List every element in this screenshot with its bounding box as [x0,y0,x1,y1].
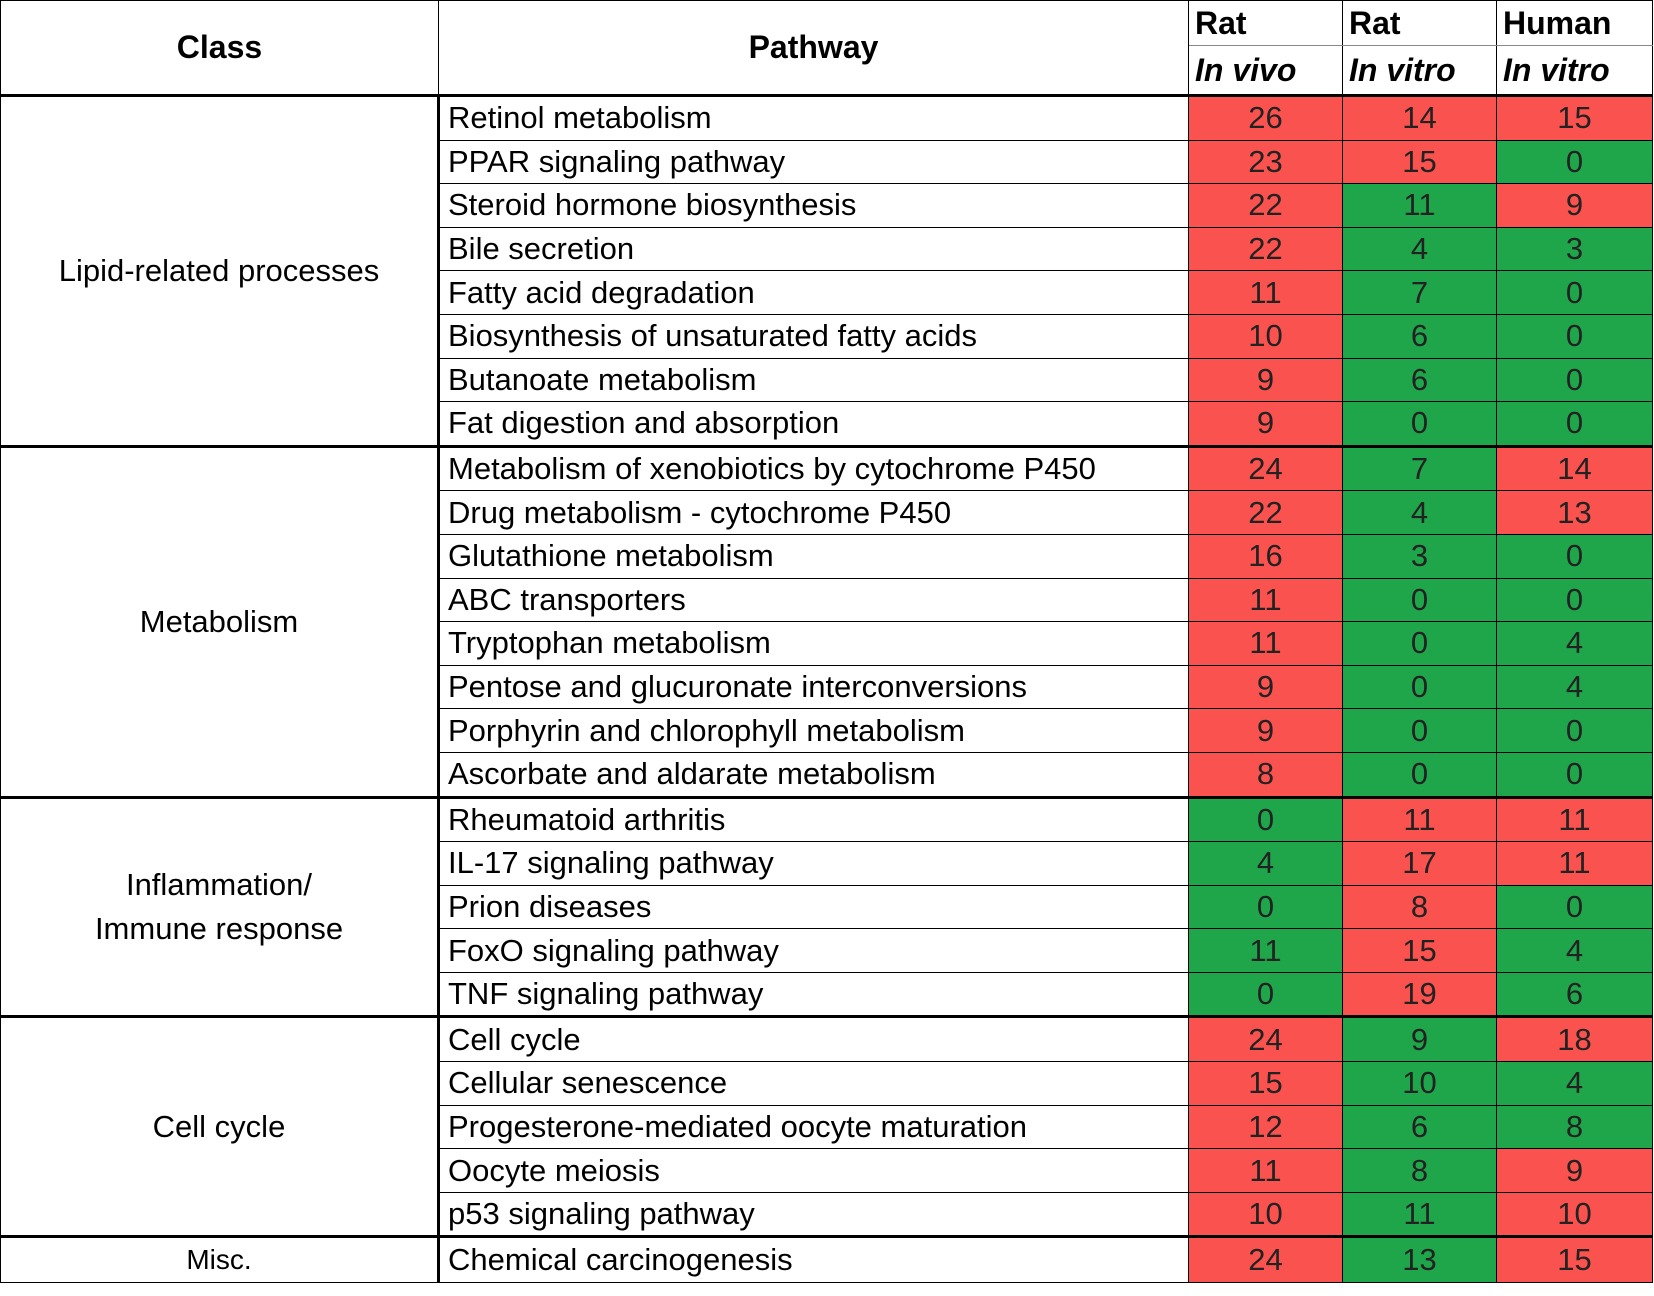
class-cell: Misc. [1,1237,439,1283]
table-body [1,96,1653,1283]
value-cell: 19 [1343,972,1497,1017]
value-cell: 13 [1497,491,1653,535]
value-cell: 15 [1497,1237,1653,1283]
pathway-cell: Cellular senescence [439,1062,1189,1106]
value-cell: 0 [1343,752,1497,797]
species-header: Rat [1189,1,1343,46]
pathway-cell: TNF signaling pathway [439,972,1189,1017]
pathway-cell: Fat digestion and absorption [439,402,1189,447]
value-cell: 11 [1189,1149,1343,1193]
value-cell: 0 [1343,622,1497,666]
value-cell: 9 [1497,1149,1653,1193]
pathway-cell: Biosynthesis of unsaturated fatty acids [439,314,1189,358]
value-cell: 0 [1497,402,1653,447]
value-cell: 0 [1497,358,1653,402]
pathway-cell: Chemical carcinogenesis [439,1237,1189,1283]
value-cell: 18 [1497,1017,1653,1062]
value-cell: 6 [1497,972,1653,1017]
table-row [1,1237,1653,1283]
value-cell: 0 [1497,752,1653,797]
pathway-cell: FoxO signaling pathway [439,929,1189,973]
value-cell: 11 [1343,797,1497,842]
value-cell: 11 [1497,797,1653,842]
value-cell: 11 [1189,622,1343,666]
value-cell: 3 [1343,534,1497,578]
condition-header: In vivo [1189,46,1343,96]
pathway-cell: Porphyrin and chlorophyll metabolism [439,709,1189,753]
value-cell: 11 [1189,578,1343,622]
value-cell: 0 [1497,314,1653,358]
pathway-cell: Progesterone-mediated oocyte maturation [439,1105,1189,1149]
value-cell: 4 [1343,227,1497,271]
value-cell: 11 [1189,271,1343,315]
value-cell: 8 [1497,1105,1653,1149]
value-cell: 10 [1189,314,1343,358]
table-row [1,797,1653,842]
value-cell: 22 [1189,227,1343,271]
class-cell: Inflammation/ Immune response [1,797,439,1017]
value-cell: 15 [1343,140,1497,184]
value-cell: 9 [1189,402,1343,447]
value-cell: 9 [1189,709,1343,753]
value-cell: 15 [1189,1062,1343,1106]
value-cell: 11 [1497,842,1653,886]
value-cell: 3 [1497,227,1653,271]
pathway-cell: Oocyte meiosis [439,1149,1189,1193]
value-cell: 23 [1189,140,1343,184]
class-cell: Cell cycle [1,1017,439,1237]
value-cell: 0 [1343,402,1497,447]
pathway-cell: Cell cycle [439,1017,1189,1062]
pathway-cell: Steroid hormone biosynthesis [439,184,1189,228]
pathway-cell: Retinol metabolism [439,96,1189,141]
pathway-cell: Metabolism of xenobiotics by cytochrome P450 [439,446,1189,491]
value-cell: 0 [1189,885,1343,929]
pathway-cell: Bile secretion [439,227,1189,271]
value-cell: 0 [1497,578,1653,622]
table-row [1,96,1653,141]
pathway-cell: Rheumatoid arthritis [439,797,1189,842]
value-cell: 7 [1343,446,1497,491]
value-cell: 4 [1189,842,1343,886]
value-cell: 0 [1343,665,1497,709]
value-cell: 14 [1497,446,1653,491]
condition-header: In vitro [1497,46,1653,96]
value-cell: 4 [1497,622,1653,666]
value-cell: 24 [1189,446,1343,491]
pathway-column-header: Pathway [439,1,1189,96]
value-cell: 24 [1189,1017,1343,1062]
condition-header: In vitro [1343,46,1497,96]
value-cell: 15 [1343,929,1497,973]
value-cell: 0 [1343,709,1497,753]
value-cell: 0 [1497,709,1653,753]
value-cell: 10 [1189,1192,1343,1237]
value-cell: 8 [1343,885,1497,929]
class-column-header: Class [1,1,439,96]
class-cell: Metabolism [1,446,439,797]
pathway-cell: Ascorbate and aldarate metabolism [439,752,1189,797]
value-cell: 10 [1497,1192,1653,1237]
pathway-cell: Pentose and glucuronate interconversions [439,665,1189,709]
value-cell: 6 [1343,1105,1497,1149]
table-row [1,1017,1653,1062]
value-cell: 8 [1189,752,1343,797]
value-cell: 6 [1343,358,1497,402]
value-cell: 4 [1343,491,1497,535]
value-cell: 14 [1343,96,1497,141]
value-cell: 11 [1343,184,1497,228]
pathway-cell: Drug metabolism - cytochrome P450 [439,491,1189,535]
pathway-cell: PPAR signaling pathway [439,140,1189,184]
value-cell: 16 [1189,534,1343,578]
species-header: Rat [1343,1,1497,46]
value-cell: 0 [1189,972,1343,1017]
value-cell: 7 [1343,271,1497,315]
value-cell: 10 [1343,1062,1497,1106]
value-cell: 11 [1189,929,1343,973]
class-cell: Lipid-related processes [1,96,439,447]
pathway-cell: Prion diseases [439,885,1189,929]
value-cell: 24 [1189,1237,1343,1283]
table-header [1,1,1653,96]
value-cell: 9 [1343,1017,1497,1062]
value-cell: 22 [1189,491,1343,535]
value-cell: 6 [1343,314,1497,358]
pathway-cell: IL-17 signaling pathway [439,842,1189,886]
value-cell: 26 [1189,96,1343,141]
pathway-cell: Fatty acid degradation [439,271,1189,315]
table-row [1,446,1653,491]
value-cell: 4 [1497,665,1653,709]
value-cell: 22 [1189,184,1343,228]
value-cell: 11 [1343,1192,1497,1237]
value-cell: 15 [1497,96,1653,141]
value-cell: 0 [1189,797,1343,842]
value-cell: 9 [1189,665,1343,709]
pathway-cell: ABC transporters [439,578,1189,622]
value-cell: 0 [1497,885,1653,929]
value-cell: 4 [1497,929,1653,973]
value-cell: 8 [1343,1149,1497,1193]
value-cell: 0 [1497,534,1653,578]
pathway-cell: Glutathione metabolism [439,534,1189,578]
value-cell: 12 [1189,1105,1343,1149]
value-cell: 0 [1343,578,1497,622]
pathway-cell: p53 signaling pathway [439,1192,1189,1237]
value-cell: 4 [1497,1062,1653,1106]
value-cell: 9 [1189,358,1343,402]
value-cell: 13 [1343,1237,1497,1283]
species-header: Human [1497,1,1653,46]
pathway-cell: Tryptophan metabolism [439,622,1189,666]
pathway-cell: Butanoate metabolism [439,358,1189,402]
value-cell: 0 [1497,140,1653,184]
value-cell: 9 [1497,184,1653,228]
value-cell: 0 [1497,271,1653,315]
value-cell: 17 [1343,842,1497,886]
